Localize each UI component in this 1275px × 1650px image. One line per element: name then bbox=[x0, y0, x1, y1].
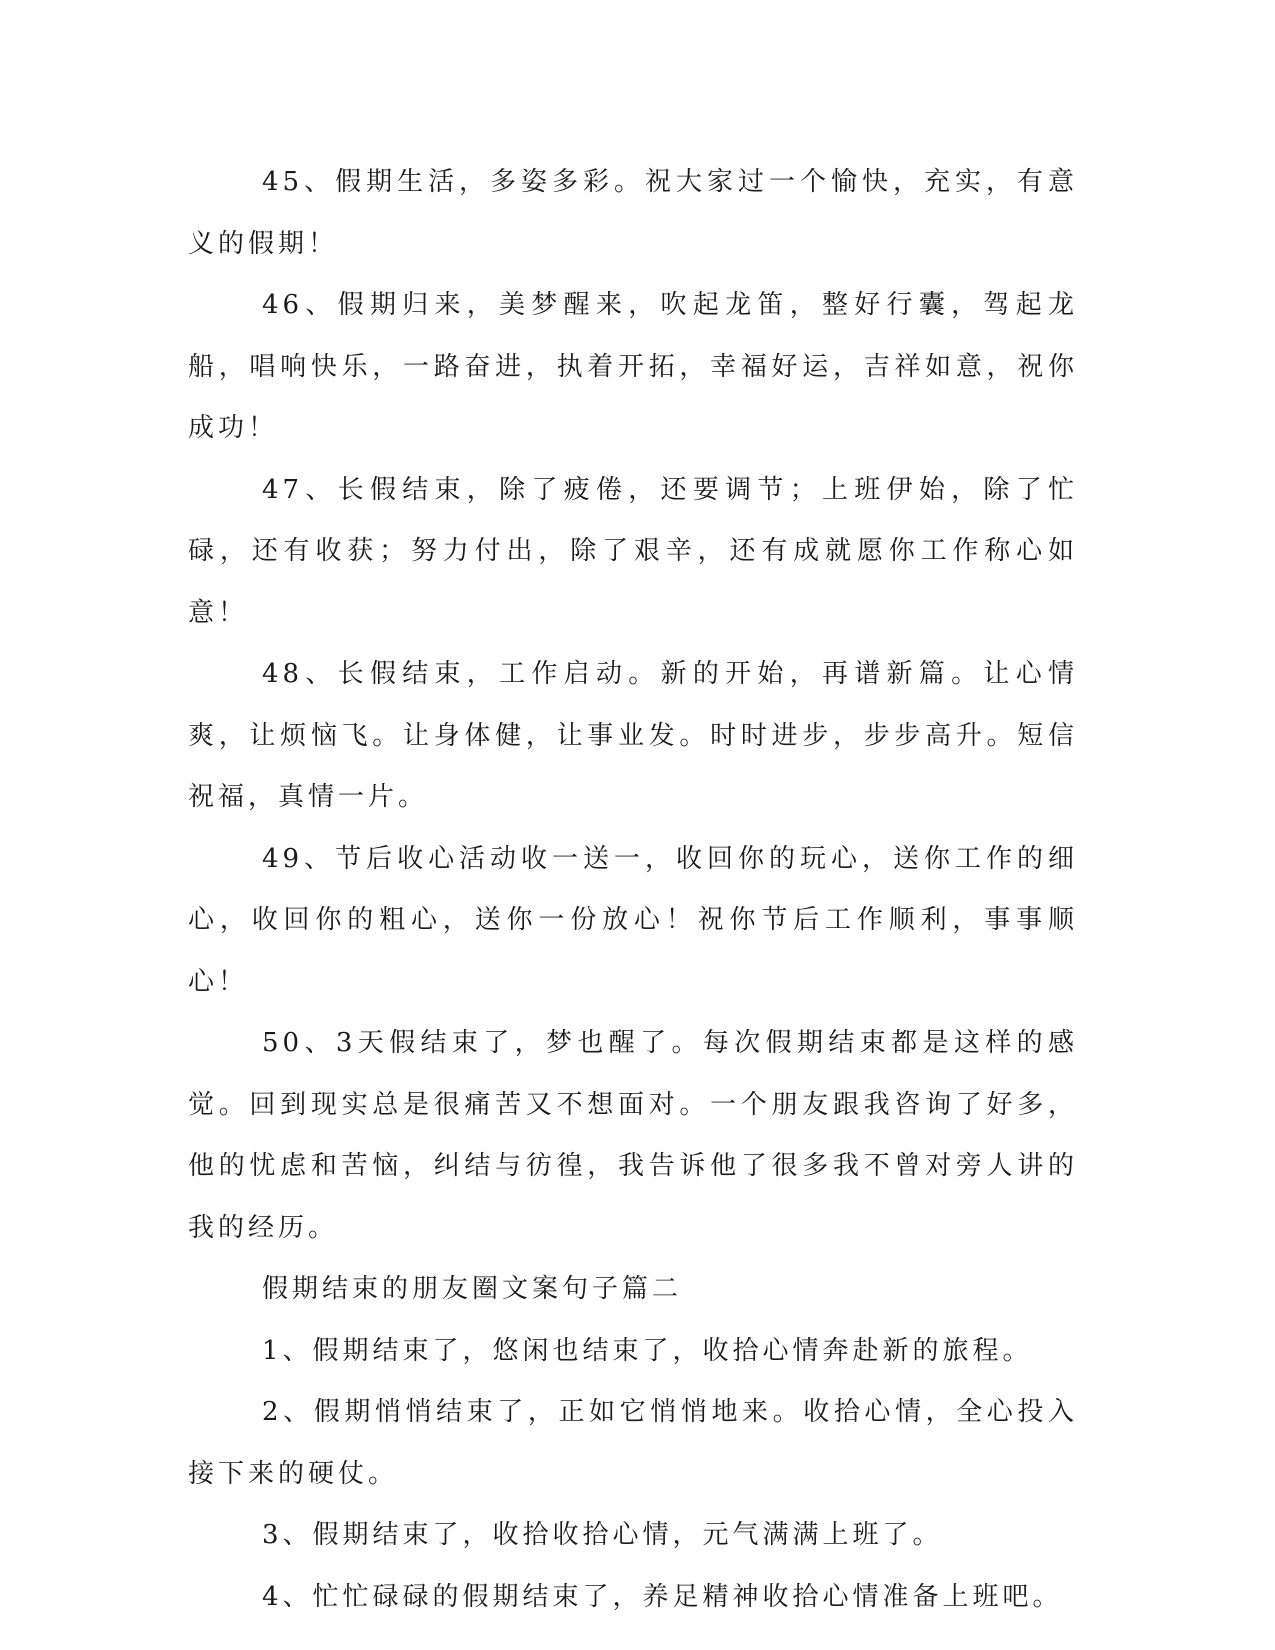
paragraph-45: 45、假期生活，多姿多彩。祝大家过一个愉快，充实，有意义的假期！ bbox=[188, 167, 1078, 259]
paragraph-4: 4、忙忙碌碌的假期结束了，养足精神收拾心情准备上班吧。 bbox=[262, 1581, 1063, 1612]
paragraph-48: 48、长假结束，工作启动。新的开始，再谱新篇。让心情爽，让烦恼飞。让身体健，让事业发。时时进步，步步高升。短信祝福，真情一片。 bbox=[188, 659, 1078, 812]
document-body bbox=[188, 152, 1078, 1628]
paragraph-50: 50、3天假结束了，梦也醒了。每次假期结束都是这样的感觉。回到现实总是很痛苦又不想面对。一个朋友跟我咨询了好多，他的忧虑和苦恼，纠结与彷徨，我告诉他了很多我不曾对旁人讲的我的经历。 bbox=[188, 1028, 1078, 1243]
paragraph-47: 47、长假结束，除了疲倦，还要调节；上班伊始，除了忙碌，还有收获；努力付出，除了艰辛，还有成就愿你工作称心如意！ bbox=[188, 474, 1078, 628]
paragraph-3: 3、假期结束了，收拾收拾心情，元气满满上班了。 bbox=[262, 1520, 943, 1550]
section-heading: 假期结束的朋友圈文案句子篇二 bbox=[262, 1274, 683, 1304]
paragraph-1: 1、假期结束了，悠闲也结束了，收拾心情奔赴新的旅程。 bbox=[262, 1335, 1033, 1366]
paragraph-49: 49、节后收心活动收一送一，收回你的玩心，送你工作的细心，收回你的粗心，送你一份放心！祝你节后工作顺利，事事顺心！ bbox=[188, 843, 1078, 997]
paragraph-46: 46、假期归来，美梦醒来，吹起龙笛，整好行囊，驾起龙船，唱响快乐，一路奋进，执着开拓，幸福好运，吉祥如意，祝你成功！ bbox=[188, 290, 1078, 443]
paragraph-2: 2、假期悄悄结束了，正如它悄悄地来。收拾心情，全心投入接下来的硬仗。 bbox=[188, 1397, 1078, 1489]
